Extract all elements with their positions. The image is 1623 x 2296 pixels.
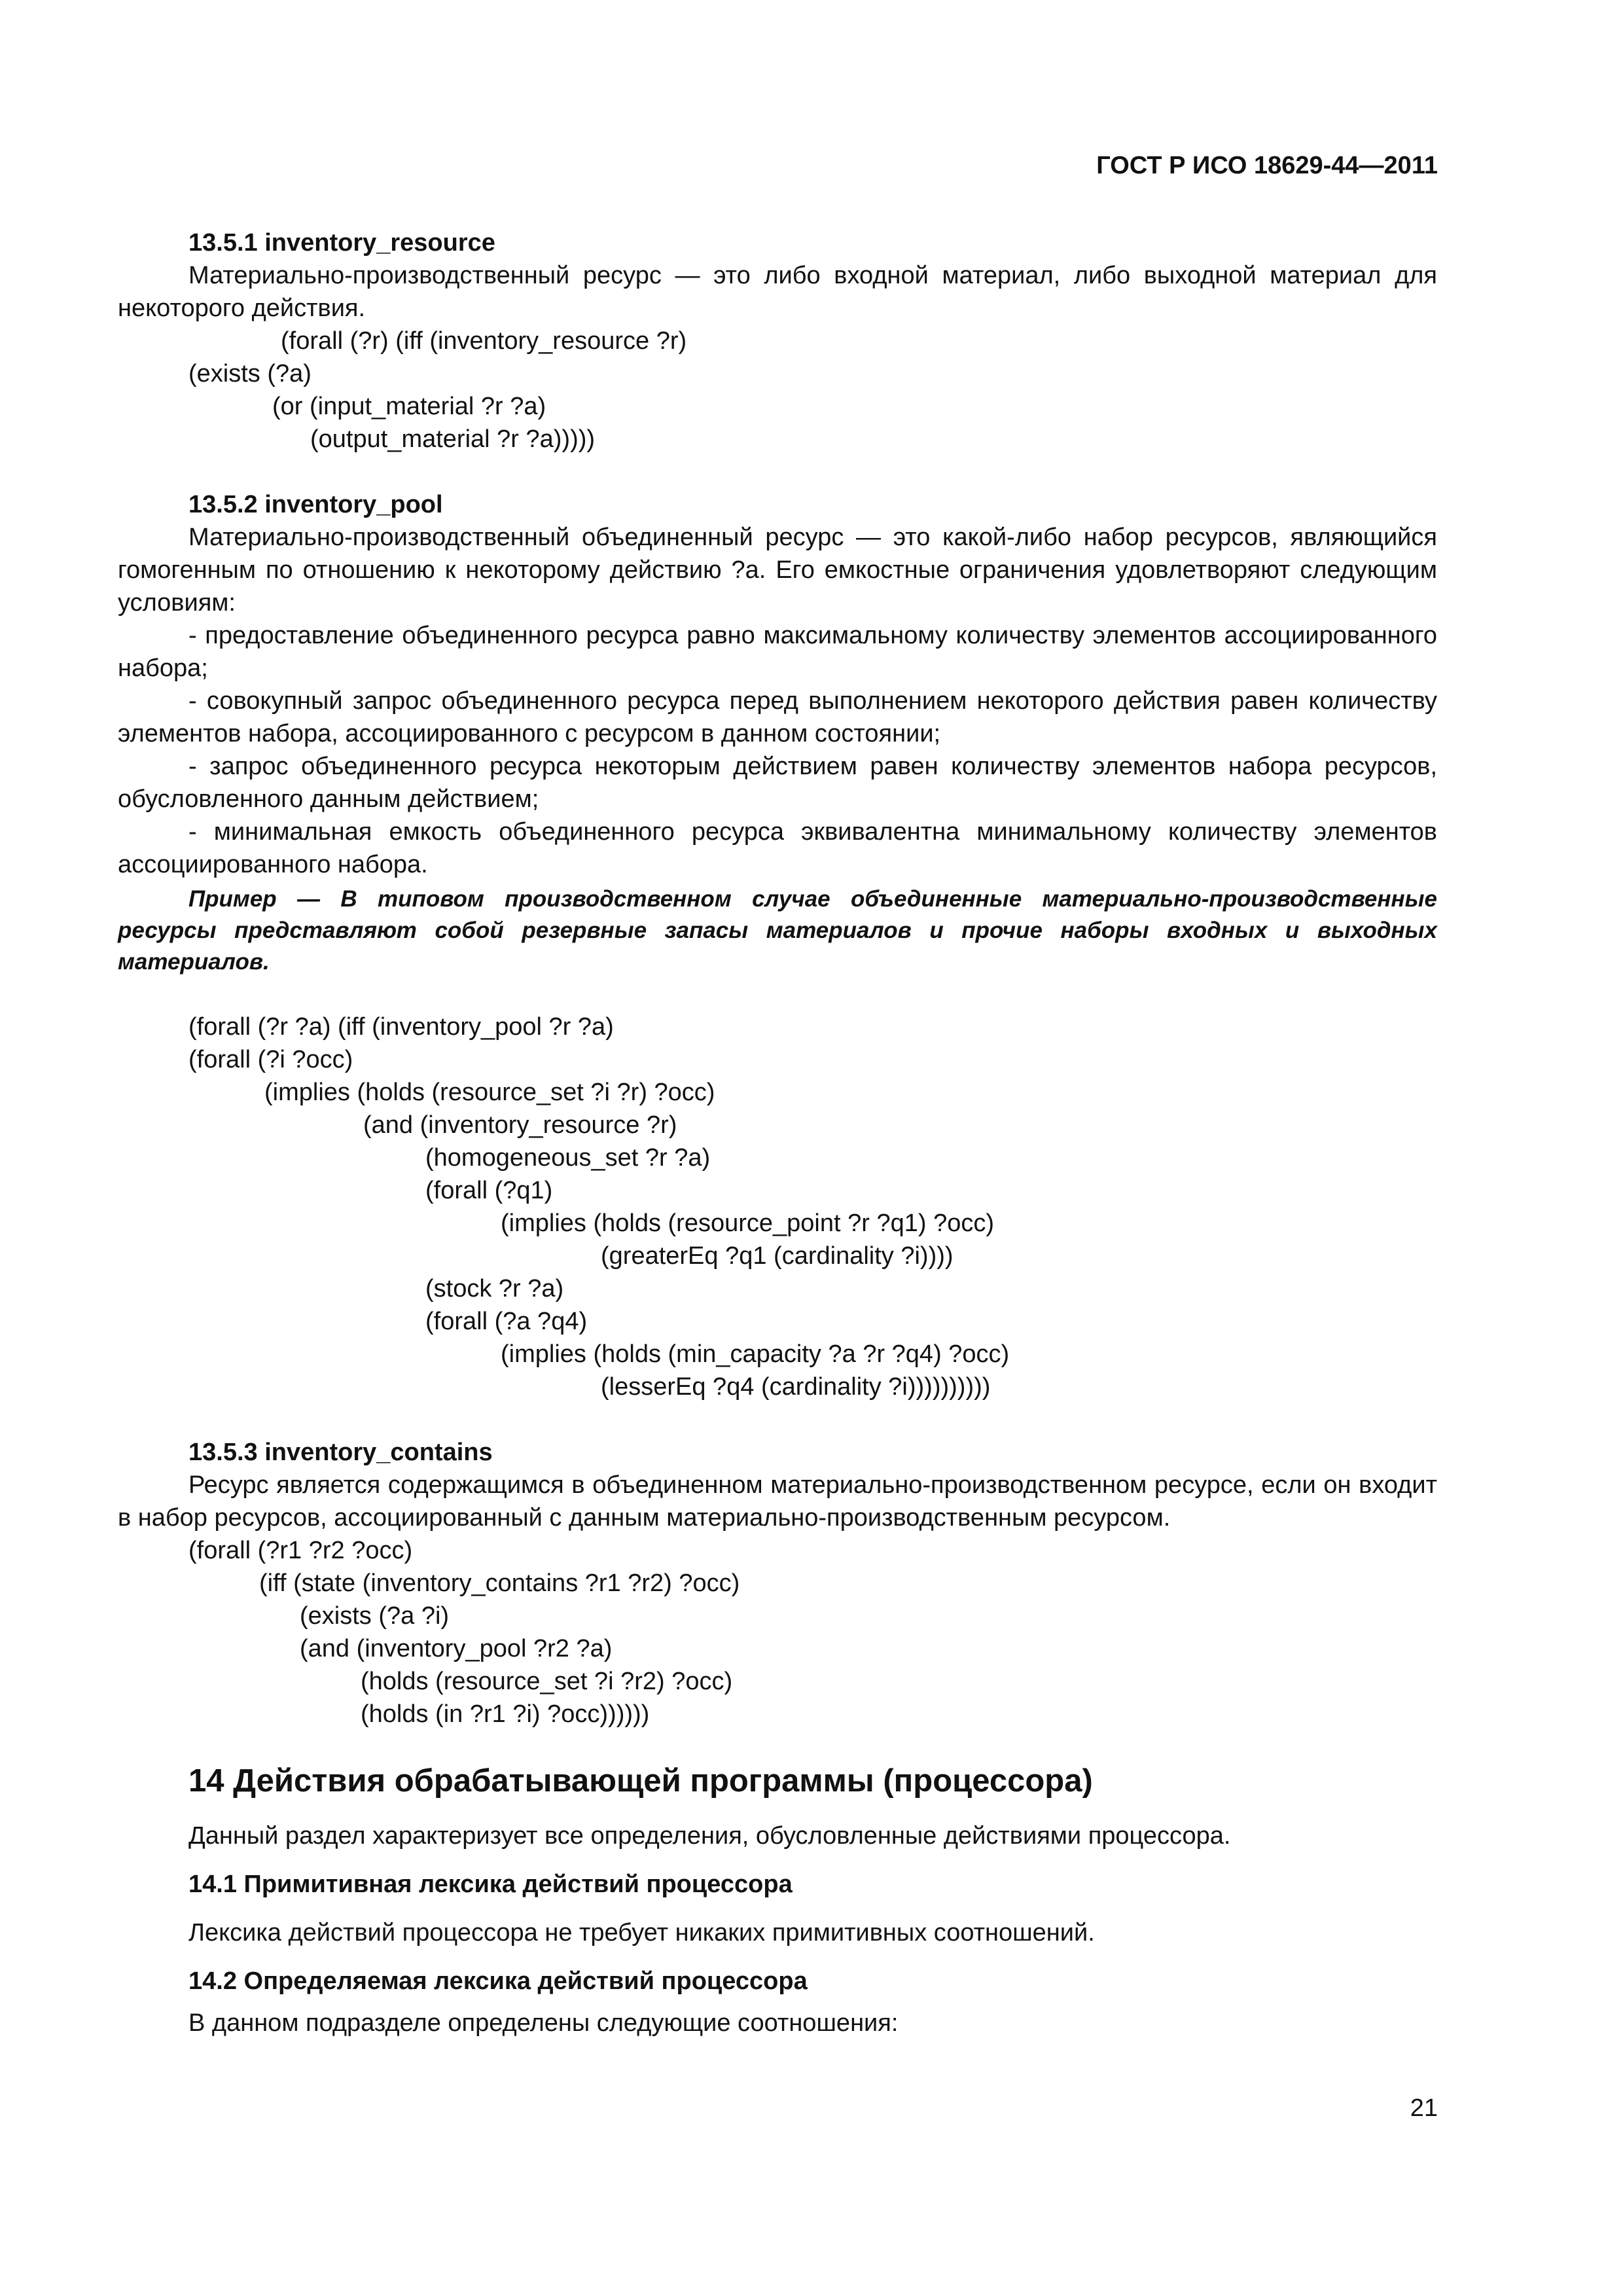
section-14-2-heading: 14.2 Определяемая лексика действий процессора	[188, 1967, 808, 1995]
code-line: (implies (holds (resource_set ?i ?r) ?occ)	[264, 1079, 715, 1106]
code-line: (and (inventory_pool ?r2 ?a)	[300, 1635, 613, 1662]
code-line: (forall (?q1)	[425, 1177, 553, 1204]
code-line: (forall (?r) (iff (inventory_resource ?r)	[281, 327, 687, 355]
code-line: (exists (?a)	[188, 360, 312, 387]
code-line: (homogeneous_set ?r ?a)	[425, 1144, 711, 1172]
section-13-5-1-text: Материально-производственный ресурс — это либо входной материал, либо выходной материал для некоторого действия.	[118, 262, 1437, 322]
section-14-text: Данный раздел характеризует все определения, обусловленные действиями процессора.	[188, 1822, 1231, 1850]
page-content	[118, 226, 1437, 2039]
code-line: (holds (in ?r1 ?i) ?occ))))))	[361, 1700, 650, 1728]
code-line: (lesserEq ?q4 (cardinality ?i))))))))))	[601, 1373, 991, 1401]
code-line: (exists (?a ?i)	[300, 1602, 450, 1630]
document-id-header: ГОСТ Р ИСО 18629-44—2011	[1096, 152, 1438, 179]
section-13-5-2-heading: 13.5.2 inventory_pool	[188, 491, 443, 518]
code-line: (forall (?r ?a) (iff (inventory_pool ?r ?a)	[188, 1013, 614, 1041]
code-line: (forall (?i ?occ)	[188, 1046, 353, 1073]
section-14-1-heading: 14.1 Примитивная лексика действий процессора	[188, 1871, 793, 1898]
code-line: (implies (holds (resource_point ?r ?q1) ?occ)	[501, 1210, 994, 1237]
code-line: (and (inventory_resource ?r)	[363, 1111, 677, 1139]
code-line: (forall (?r1 ?r2 ?occ)	[188, 1537, 413, 1564]
code-line: (or (input_material ?r ?a)	[272, 393, 546, 420]
section-14-heading: 14 Действия обрабатывающей программы (процессора)	[188, 1763, 1093, 1799]
condition-item: - запрос объединенного ресурса некоторым действием равен количеству элементов набора ресурсов, обусловленного данным действием;	[118, 753, 1437, 813]
example-note: Пример — В типовом производственном случае объединенные материально-производственные ресурсы представляют собой резервные запасы материалов и прочие наборы входных и выходных материалов.	[118, 886, 1437, 975]
code-line: (forall (?a ?q4)	[425, 1308, 588, 1335]
condition-item: - минимальная емкость объединенного ресурса эквивалентна минимальному количеству элементов ассоциированного набора.	[118, 818, 1437, 878]
section-13-5-3-text: Ресурс является содержащимся в объединенном материально-производственном ресурсе, если он входит в набор ресурсов, ассоциированный с данным материально-производственным ресурсом.	[118, 1471, 1437, 1532]
code-line: (iff (state (inventory_contains ?r1 ?r2) ?occ)	[259, 1570, 740, 1597]
section-14	[118, 1758, 1437, 2039]
condition-item: - предоставление объединенного ресурса равно максимальному количеству элементов ассоциированного набора;	[118, 622, 1437, 682]
condition-item: - совокупный запрос объединенного ресурса перед выполнением некоторого действия равен количеству элементов набора, ассоциированного с ресурсом в данном состоянии;	[118, 687, 1437, 747]
section-13-5-3-heading: 13.5.3 inventory_contains	[188, 1439, 493, 1466]
section-14-1-text: Лексика действий процессора не требует никаких примитивных соотношений.	[188, 1919, 1095, 1946]
code-line: (implies (holds (min_capacity ?a ?r ?q4) ?occ)	[501, 1340, 1010, 1368]
code-line: (output_material ?r ?a)))))	[310, 425, 596, 453]
section-13-5-2-text: Материально-производственный объединенный ресурс — это какой-либо набор ресурсов, являющийся гомогенным по отношению к некоторому действию ?a. Его емкостные ограничения удовлетворяют следующим условиям:	[118, 524, 1437, 617]
code-line: (stock ?r ?a)	[425, 1275, 564, 1302]
code-line: (greaterEq ?q1 (cardinality ?i))))	[601, 1242, 954, 1270]
page-number: 21	[1410, 2094, 1438, 2122]
section-14-2-text: В данном подразделе определены следующие соотношения:	[188, 2009, 899, 2037]
code-line: (holds (resource_set ?i ?r2) ?occ)	[361, 1668, 733, 1695]
section-13-5-1-heading: 13.5.1 inventory_resource	[188, 229, 495, 257]
